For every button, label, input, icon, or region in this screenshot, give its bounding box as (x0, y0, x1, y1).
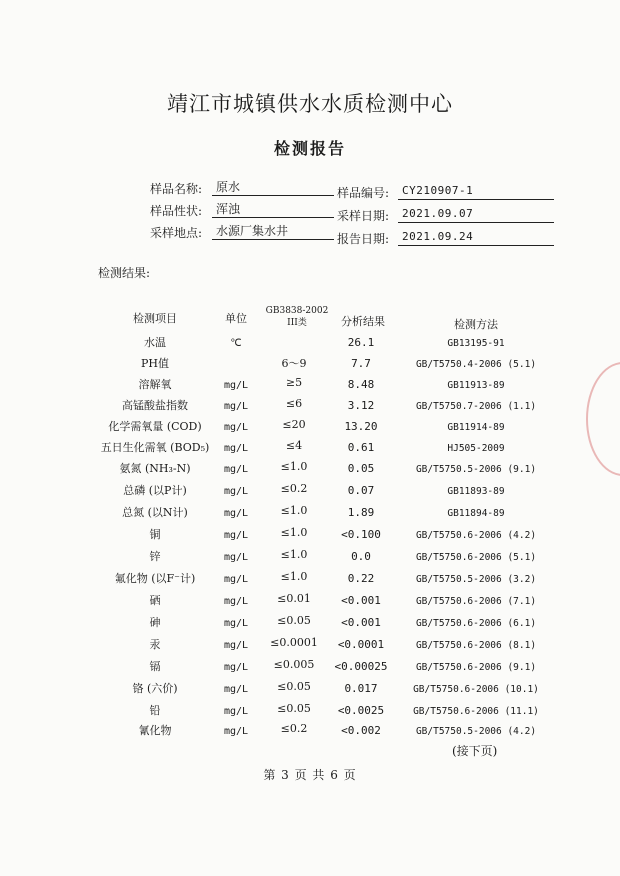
header-method: 检测方法 (454, 318, 498, 331)
row-item: 溶解氧 (138, 378, 172, 391)
sampling-place-label: 采样地点: (150, 226, 203, 240)
row-result: <0.001 (341, 594, 381, 607)
continued-note: (接下页) (452, 744, 498, 758)
row-standard: ≤0.05 (277, 680, 311, 693)
row-unit: mg/L (223, 486, 249, 497)
row-result: 3.12 (347, 399, 375, 412)
table-row (0, 526, 620, 546)
row-item: 总磷 (以P计) (123, 484, 187, 497)
row-standard: ≤1.0 (280, 570, 308, 583)
row-unit: mg/L (223, 508, 249, 519)
results-label: 检测结果: (98, 266, 151, 280)
row-result: <0.0001 (337, 638, 385, 651)
table-row (0, 397, 620, 417)
row-method: HJ505-2009 (447, 443, 505, 454)
row-method: GB11913-89 (447, 380, 505, 391)
row-item: PH值 (141, 357, 169, 370)
table-row (0, 460, 620, 480)
row-unit: mg/L (223, 684, 249, 695)
row-item: 锌 (149, 550, 161, 563)
row-item: 镉 (149, 660, 161, 673)
row-method: GB/T5750.6-2006 (8.1) (415, 640, 537, 651)
row-result: <0.00025 (334, 660, 388, 673)
row-standard: ≤6 (285, 397, 303, 410)
table-row (0, 658, 620, 678)
row-item: 氟化物 (以F⁻计) (114, 572, 196, 585)
row-method: GB/T5750.6-2006 (6.1) (415, 618, 537, 629)
row-result: 0.017 (344, 682, 378, 695)
row-standard: ≤0.05 (277, 702, 311, 715)
header-standard-line2: III类 (287, 318, 307, 328)
table-row (0, 722, 620, 742)
row-standard: ≤1.0 (280, 460, 308, 473)
row-method: GB/T5750.6-2006 (7.1) (415, 596, 537, 607)
sample-nature-label: 样品性状: (150, 204, 203, 218)
sample-no-label: 样品编号: (337, 186, 390, 200)
row-unit: mg/L (223, 422, 249, 433)
row-result: 0.05 (347, 462, 375, 475)
row-standard: ≤1.0 (280, 548, 308, 561)
row-result: <0.0025 (337, 704, 385, 717)
row-item: 氰化物 (138, 724, 172, 737)
table-row (0, 376, 620, 396)
row-result: 7.7 (351, 357, 371, 370)
row-method: GB/T5750.6-2006 (9.1) (415, 662, 537, 673)
row-standard: ≤20 (282, 418, 306, 431)
row-result: 0.07 (347, 484, 375, 497)
row-method: GB/T5750.5-2006 (4.2) (415, 726, 537, 737)
page-footer: 第 3 页 共 6 页 (263, 768, 357, 782)
row-item: 铜 (149, 528, 161, 541)
row-unit: mg/L (223, 401, 249, 412)
row-standard: 6～9 (281, 357, 307, 370)
sampling-place-value: 水源厂集水井 (212, 223, 334, 240)
row-method: GB11914-89 (447, 422, 505, 433)
sampling-date-label: 采样日期: (337, 209, 390, 223)
row-standard: ≤0.005 (273, 658, 315, 671)
report-date-value: 2021.09.24 (398, 229, 554, 246)
row-standard: ≤0.2 (280, 722, 308, 735)
table-row (0, 702, 620, 722)
header-item: 检测项目 (133, 312, 177, 325)
table-row (0, 592, 620, 612)
row-method: GB/T5750.6-2006 (10.1) (413, 684, 539, 695)
row-unit: mg/L (223, 464, 249, 475)
row-method: GB/T5750.5-2006 (9.1) (415, 464, 537, 475)
header-unit: 单位 (225, 312, 247, 325)
row-method: GB11893-89 (447, 486, 505, 497)
row-result: 0.22 (347, 572, 375, 585)
row-unit: mg/L (223, 618, 249, 629)
row-item: 硒 (149, 594, 161, 607)
row-result: 0.61 (347, 441, 375, 454)
row-method: GB/T5750.5-2006 (3.2) (415, 574, 537, 585)
row-result: 8.48 (347, 378, 375, 391)
row-standard: ≥5 (285, 376, 303, 389)
row-unit: mg/L (223, 530, 249, 541)
row-item: 氨氮 (NH₃-N) (119, 462, 191, 475)
row-unit: mg/L (223, 380, 249, 391)
row-unit: ℃ (230, 338, 242, 349)
row-result: <0.002 (341, 724, 381, 737)
table-row (0, 418, 620, 438)
sampling-date-value: 2021.09.07 (398, 206, 554, 223)
row-unit: mg/L (223, 726, 249, 737)
row-method: GB/T5750.6-2006 (11.1) (413, 706, 539, 717)
row-result: <0.100 (341, 528, 381, 541)
row-item: 高锰酸盐指数 (122, 399, 188, 412)
row-method: GB/T5750.6-2006 (4.2) (415, 530, 537, 541)
row-result: 0.0 (351, 550, 371, 563)
row-unit: mg/L (223, 552, 249, 563)
sample-nature-value: 浑浊 (212, 201, 334, 218)
row-standard: ≤0.0001 (270, 636, 318, 649)
row-item: 汞 (149, 638, 161, 651)
sample-name-value: 原水 (212, 179, 334, 196)
row-method: GB/T5750.7-2006 (1.1) (415, 401, 537, 412)
table-row (0, 636, 620, 656)
row-result: <0.001 (341, 616, 381, 629)
table-row (0, 570, 620, 590)
row-unit: mg/L (223, 596, 249, 607)
table-row (0, 355, 620, 375)
row-standard: ≤1.0 (280, 504, 308, 517)
row-standard: ≤0.01 (277, 592, 311, 605)
header-standard-line1: GB3838-2002 (265, 306, 329, 316)
row-method: GB/T5750.6-2006 (5.1) (415, 552, 537, 563)
table-row (0, 334, 620, 354)
row-method: GB/T5750.4-2006 (5.1) (415, 359, 537, 370)
row-method: GB11894-89 (447, 508, 505, 519)
row-unit: mg/L (223, 640, 249, 651)
header-result: 分析结果 (341, 315, 385, 328)
page-title: 靖江市城镇供水水质检测中心 (167, 92, 453, 116)
row-item: 五日生化需氧 (BOD₅) (100, 441, 210, 454)
table-row (0, 548, 620, 568)
table-row (0, 680, 620, 700)
table-row (0, 482, 620, 502)
row-item: 总氮 (以N计) (122, 506, 188, 519)
row-standard: ≤1.0 (280, 526, 308, 539)
row-item: 铬 (六价) (132, 682, 178, 695)
row-standard: ≤4 (285, 439, 303, 452)
row-standard: ≤0.05 (277, 614, 311, 627)
sample-name-label: 样品名称: (150, 182, 203, 196)
row-item: 水温 (144, 336, 166, 349)
row-result: 13.20 (344, 420, 378, 433)
row-item: 铅 (149, 704, 161, 717)
row-result: 26.1 (347, 336, 375, 349)
row-item: 化学需氧量 (COD) (108, 420, 202, 433)
table-row (0, 614, 620, 634)
row-unit: mg/L (223, 443, 249, 454)
report-subtitle: 检测报告 (273, 139, 346, 158)
table-row (0, 439, 620, 459)
row-item: 砷 (149, 616, 161, 629)
row-method: GB13195-91 (447, 338, 505, 349)
table-row (0, 504, 620, 524)
row-unit: mg/L (223, 574, 249, 585)
row-standard: ≤0.2 (280, 482, 308, 495)
sample-no-value: CY210907-1 (398, 183, 554, 200)
row-result: 1.89 (347, 506, 375, 519)
row-unit: mg/L (223, 662, 249, 673)
row-unit: mg/L (223, 706, 249, 717)
report-date-label: 报告日期: (337, 232, 390, 246)
